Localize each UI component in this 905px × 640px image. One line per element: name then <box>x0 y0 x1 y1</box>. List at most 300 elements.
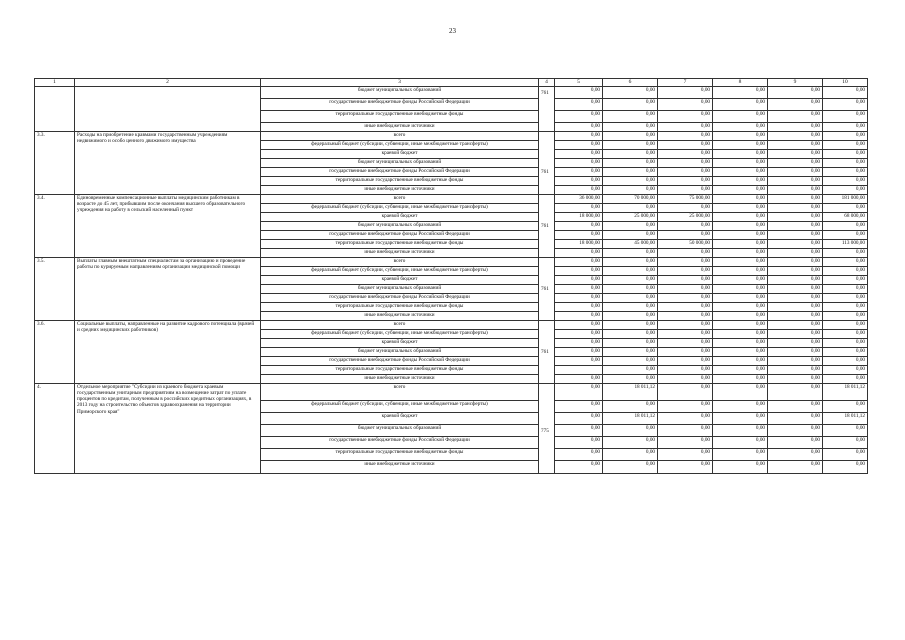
funding-source: территориальные государственные внебюджетные фонды <box>261 303 539 312</box>
amount-cell: 0,00 <box>658 320 713 329</box>
amount-cell: 0,00 <box>603 149 658 158</box>
funding-source: территориальные государственные внебюджетные фонды <box>261 111 539 123</box>
amount-cell: 0,00 <box>603 275 658 284</box>
activity-description: Выплаты главным внештатным специалистам за организацию и проведение работы по курируемым направлениям организации медицинской помощи <box>75 257 261 320</box>
amount-cell: 0,00 <box>658 168 713 177</box>
funding-source: государственные внебюджетные фонды Российской Федерации <box>261 294 539 303</box>
amount-cell: 0,00 <box>713 231 768 240</box>
activity-code: 3.3. <box>35 131 75 194</box>
amount-cell: 0,00 <box>603 425 658 437</box>
table-row <box>35 320 868 329</box>
amount-cell: 0,00 <box>658 294 713 303</box>
amount-cell: 0,00 <box>603 123 658 131</box>
amount-cell: 0,00 <box>713 168 768 177</box>
amount-cell: 0,00 <box>713 285 768 294</box>
funding-source: федеральный бюджет (субсидии, субвенции, иные межбюджетные трансферты) <box>261 266 539 275</box>
funding-source: краевой бюджет <box>261 338 539 347</box>
amount-cell: 0,00 <box>823 294 868 303</box>
amount-cell: 0,00 <box>768 140 823 149</box>
activity-description: Отдельное мероприятие "Субсидии из краевого бюджета краевым государственным унитарным предприятиям на возмещение затрат по уплате процентов по кредитам, полученным в российских кредитных организациях, в 2013 году на строительство объектов здравоохранения на территории Приморского края" <box>75 383 261 473</box>
amount-cell: 0,00 <box>823 449 868 461</box>
amount-cell: 0,00 <box>713 111 768 123</box>
amount-cell: 0,00 <box>713 86 768 98</box>
amount-cell: 0,00 <box>823 249 868 257</box>
amount-cell: 50 000,00 <box>658 240 713 249</box>
amount-cell: 0,00 <box>713 348 768 357</box>
amount-cell: 0,00 <box>555 86 603 98</box>
amount-cell: 0,00 <box>713 412 768 424</box>
activity-code <box>35 86 75 131</box>
amount-cell: 25 000,00 <box>603 212 658 221</box>
funding-source: федеральный бюджет (субсидии, субвенции, иные межбюджетные трансферты) <box>261 140 539 149</box>
amount-cell: 0,00 <box>555 159 603 168</box>
funding-source: территориальные государственные внебюджетные фонды <box>261 240 539 249</box>
amount-cell: 0,00 <box>713 240 768 249</box>
table-row <box>35 86 868 98</box>
amount-cell: 18 011,12 <box>823 383 868 400</box>
amount-cell: 0,00 <box>658 249 713 257</box>
funding-source: бюджет муниципальных образований <box>261 159 539 168</box>
budget-code: 761 <box>541 222 549 229</box>
amount-cell: 0,00 <box>823 425 868 437</box>
funding-source: краевой бюджет <box>261 412 539 424</box>
funding-source: всего <box>261 383 539 400</box>
amount-cell: 0,00 <box>658 177 713 186</box>
amount-cell: 68 000,00 <box>823 212 868 221</box>
amount-cell: 0,00 <box>713 212 768 221</box>
amount-cell: 0,00 <box>713 357 768 366</box>
amount-cell: 0,00 <box>713 294 768 303</box>
amount-cell: 0,00 <box>768 131 823 140</box>
amount-cell: 0,00 <box>713 266 768 275</box>
budget-code: 775 <box>541 427 549 434</box>
amount-cell: 0,00 <box>555 320 603 329</box>
amount-cell: 0,00 <box>603 159 658 168</box>
amount-cell: 36 000,00 <box>555 194 603 203</box>
amount-cell: 18 011,12 <box>603 412 658 424</box>
amount-cell: 0,00 <box>768 294 823 303</box>
amount-cell: 0,00 <box>823 285 868 294</box>
amount-cell: 18 011,12 <box>823 412 868 424</box>
amount-cell: 0,00 <box>603 357 658 366</box>
funding-source: территориальные государственные внебюджетные фонды <box>261 366 539 375</box>
amount-cell: 0,00 <box>658 357 713 366</box>
amount-cell: 0,00 <box>603 186 658 194</box>
amount-cell: 0,00 <box>823 159 868 168</box>
budget-code-cell <box>539 131 555 194</box>
amount-cell: 0,00 <box>555 400 603 412</box>
amount-cell: 0,00 <box>555 111 603 123</box>
funding-source: иные внебюджетные источники <box>261 461 539 473</box>
amount-cell: 0,00 <box>823 357 868 366</box>
amount-cell: 0,00 <box>658 140 713 149</box>
amount-cell: 0,00 <box>603 303 658 312</box>
amount-cell: 0,00 <box>658 275 713 284</box>
budget-code-cell <box>539 383 555 473</box>
amount-cell: 0,00 <box>555 231 603 240</box>
amount-cell: 0,00 <box>555 140 603 149</box>
amount-cell: 0,00 <box>823 222 868 231</box>
amount-cell: 70 000,00 <box>603 194 658 203</box>
amount-cell: 0,00 <box>658 222 713 231</box>
amount-cell: 0,00 <box>713 461 768 473</box>
amount-cell: 0,00 <box>658 86 713 98</box>
amount-cell: 0,00 <box>555 329 603 338</box>
amount-cell: 0,00 <box>555 449 603 461</box>
amount-cell: 0,00 <box>823 140 868 149</box>
amount-cell: 0,00 <box>768 111 823 123</box>
amount-cell: 0,00 <box>823 275 868 284</box>
amount-cell: 0,00 <box>823 203 868 212</box>
amount-cell: 0,00 <box>768 249 823 257</box>
amount-cell: 0,00 <box>823 186 868 194</box>
amount-cell: 0,00 <box>658 412 713 424</box>
budget-code: 761 <box>541 168 549 175</box>
amount-cell: 0,00 <box>658 186 713 194</box>
amount-cell: 0,00 <box>603 329 658 338</box>
amount-cell: 0,00 <box>768 159 823 168</box>
amount-cell: 0,00 <box>768 168 823 177</box>
funding-source: иные внебюджетные источники <box>261 186 539 194</box>
activity-description <box>75 86 261 131</box>
amount-cell: 0,00 <box>768 449 823 461</box>
amount-cell: 0,00 <box>603 449 658 461</box>
amount-cell: 0,00 <box>823 266 868 275</box>
funding-source: территориальные государственные внебюджетные фонды <box>261 449 539 461</box>
amount-cell: 0,00 <box>768 375 823 383</box>
amount-cell: 0,00 <box>658 149 713 158</box>
amount-cell: 0,00 <box>658 123 713 131</box>
table-row <box>35 131 868 140</box>
amount-cell: 0,00 <box>555 412 603 424</box>
funding-source: федеральный бюджет (субсидии, субвенции, иные межбюджетные трансферты) <box>261 203 539 212</box>
amount-cell: 0,00 <box>555 375 603 383</box>
amount-cell: 0,00 <box>713 98 768 110</box>
amount-cell: 0,00 <box>768 329 823 338</box>
amount-cell: 0,00 <box>768 348 823 357</box>
amount-cell: 0,00 <box>823 400 868 412</box>
amount-cell: 0,00 <box>823 177 868 186</box>
amount-cell: 0,00 <box>768 240 823 249</box>
amount-cell: 0,00 <box>555 266 603 275</box>
budget-code-cell <box>539 257 555 320</box>
amount-cell: 0,00 <box>768 123 823 131</box>
activity-code: 4. <box>35 383 75 473</box>
funding-source: территориальные государственные внебюджетные фонды <box>261 177 539 186</box>
amount-cell: 0,00 <box>555 123 603 131</box>
amount-cell: 0,00 <box>555 383 603 400</box>
amount-cell: 0,00 <box>768 98 823 110</box>
amount-cell: 0,00 <box>603 437 658 449</box>
amount-cell: 0,00 <box>555 303 603 312</box>
amount-cell: 0,00 <box>658 449 713 461</box>
amount-cell: 0,00 <box>658 159 713 168</box>
amount-cell: 0,00 <box>658 338 713 347</box>
amount-cell: 0,00 <box>658 303 713 312</box>
budget-code-cell <box>539 194 555 257</box>
amount-cell: 0,00 <box>713 159 768 168</box>
amount-cell: 0,00 <box>603 461 658 473</box>
amount-cell: 0,00 <box>713 131 768 140</box>
amount-cell: 0,00 <box>713 257 768 266</box>
amount-cell: 0,00 <box>603 257 658 266</box>
table-row <box>35 257 868 266</box>
budget-table <box>34 78 868 474</box>
activity-code: 3.6. <box>35 320 75 383</box>
column-header: 5 <box>555 79 603 87</box>
amount-cell: 0,00 <box>713 320 768 329</box>
funding-source: краевой бюджет <box>261 212 539 221</box>
activity-description: Социальные выплаты, направленные на развитие кадрового потенциала (врачей и средних медицинских работников) <box>75 320 261 383</box>
amount-cell: 0,00 <box>768 149 823 158</box>
amount-cell: 0,00 <box>713 400 768 412</box>
activity-code: 3.5. <box>35 257 75 320</box>
amount-cell: 0,00 <box>658 285 713 294</box>
amount-cell: 0,00 <box>555 98 603 110</box>
amount-cell: 0,00 <box>713 177 768 186</box>
amount-cell: 0,00 <box>603 285 658 294</box>
amount-cell: 0,00 <box>823 338 868 347</box>
amount-cell: 0,00 <box>713 425 768 437</box>
amount-cell: 0,00 <box>555 357 603 366</box>
amount-cell: 181 000,00 <box>823 194 868 203</box>
amount-cell: 0,00 <box>823 168 868 177</box>
amount-cell: 0,00 <box>768 366 823 375</box>
amount-cell: 0,00 <box>713 203 768 212</box>
amount-cell: 0,00 <box>823 375 868 383</box>
amount-cell: 0,00 <box>658 98 713 110</box>
amount-cell: 0,00 <box>555 149 603 158</box>
amount-cell: 0,00 <box>603 338 658 347</box>
amount-cell: 18 000,00 <box>555 212 603 221</box>
amount-cell: 0,00 <box>603 231 658 240</box>
amount-cell: 0,00 <box>823 329 868 338</box>
funding-source: иные внебюджетные источники <box>261 312 539 320</box>
amount-cell: 0,00 <box>658 329 713 338</box>
amount-cell: 0,00 <box>823 303 868 312</box>
budget-code-cell <box>539 86 555 131</box>
funding-source: бюджет муниципальных образований <box>261 425 539 437</box>
amount-cell: 0,00 <box>658 366 713 375</box>
budget-code: 761 <box>541 285 549 292</box>
amount-cell: 0,00 <box>823 348 868 357</box>
amount-cell: 0,00 <box>603 222 658 231</box>
budget-code: 761 <box>541 348 549 355</box>
amount-cell: 0,00 <box>768 285 823 294</box>
column-header: 3 <box>261 79 539 87</box>
amount-cell: 0,00 <box>768 231 823 240</box>
amount-cell: 0,00 <box>658 231 713 240</box>
amount-cell: 0,00 <box>555 186 603 194</box>
amount-cell: 0,00 <box>768 357 823 366</box>
column-header: 1 <box>35 79 75 87</box>
amount-cell: 0,00 <box>603 312 658 320</box>
amount-cell: 0,00 <box>603 249 658 257</box>
amount-cell: 0,00 <box>658 257 713 266</box>
amount-cell: 0,00 <box>603 400 658 412</box>
amount-cell: 0,00 <box>823 98 868 110</box>
funding-source: государственные внебюджетные фонды Российской Федерации <box>261 437 539 449</box>
column-header: 7 <box>658 79 713 87</box>
amount-cell: 0,00 <box>713 437 768 449</box>
amount-cell: 0,00 <box>768 412 823 424</box>
amount-cell: 0,00 <box>658 375 713 383</box>
amount-cell: 0,00 <box>713 366 768 375</box>
amount-cell: 0,00 <box>768 257 823 266</box>
amount-cell: 0,00 <box>768 400 823 412</box>
amount-cell: 75 000,00 <box>658 194 713 203</box>
column-number-row <box>35 79 868 87</box>
amount-cell: 0,00 <box>658 348 713 357</box>
amount-cell: 0,00 <box>768 383 823 400</box>
amount-cell: 0,00 <box>768 437 823 449</box>
amount-cell: 0,00 <box>823 111 868 123</box>
amount-cell: 0,00 <box>658 437 713 449</box>
amount-cell: 0,00 <box>603 111 658 123</box>
amount-cell: 0,00 <box>713 186 768 194</box>
amount-cell: 0,00 <box>768 338 823 347</box>
amount-cell: 0,00 <box>713 194 768 203</box>
amount-cell: 0,00 <box>823 257 868 266</box>
amount-cell: 0,00 <box>603 86 658 98</box>
amount-cell: 0,00 <box>658 425 713 437</box>
amount-cell: 0,00 <box>713 275 768 284</box>
funding-source: государственные внебюджетные фонды Российской Федерации <box>261 98 539 110</box>
amount-cell: 0,00 <box>555 294 603 303</box>
amount-cell: 0,00 <box>768 177 823 186</box>
amount-cell: 0,00 <box>823 437 868 449</box>
amount-cell: 0,00 <box>713 123 768 131</box>
funding-source: бюджет муниципальных образований <box>261 348 539 357</box>
amount-cell: 0,00 <box>555 338 603 347</box>
amount-cell: 0,00 <box>658 383 713 400</box>
funding-source: федеральный бюджет (субсидии, субвенции, иные межбюджетные трансферты) <box>261 329 539 338</box>
amount-cell: 0,00 <box>555 203 603 212</box>
amount-cell: 0,00 <box>658 203 713 212</box>
amount-cell: 0,00 <box>555 131 603 140</box>
column-header: 6 <box>603 79 658 87</box>
amount-cell: 45 000,00 <box>603 240 658 249</box>
amount-cell: 0,00 <box>555 249 603 257</box>
column-header: 10 <box>823 79 868 87</box>
funding-source: федеральный бюджет (субсидии, субвенции, иные межбюджетные трансферты) <box>261 400 539 412</box>
budget-code: 761 <box>541 89 549 96</box>
amount-cell: 0,00 <box>555 285 603 294</box>
funding-source: иные внебюджетные источники <box>261 375 539 383</box>
amount-cell: 0,00 <box>603 266 658 275</box>
table-row <box>35 383 868 400</box>
amount-cell: 0,00 <box>603 348 658 357</box>
amount-cell: 0,00 <box>658 400 713 412</box>
amount-cell: 0,00 <box>768 275 823 284</box>
funding-source: всего <box>261 320 539 329</box>
amount-cell: 0,00 <box>823 149 868 158</box>
page-number: 23 <box>449 27 456 35</box>
amount-cell: 0,00 <box>658 131 713 140</box>
amount-cell: 0,00 <box>768 425 823 437</box>
amount-cell: 0,00 <box>603 294 658 303</box>
amount-cell: 0,00 <box>768 86 823 98</box>
funding-source: краевой бюджет <box>261 149 539 158</box>
amount-cell: 0,00 <box>555 348 603 357</box>
funding-source: всего <box>261 131 539 140</box>
amount-cell: 0,00 <box>713 338 768 347</box>
funding-source: бюджет муниципальных образований <box>261 222 539 231</box>
funding-source: бюджет муниципальных образований <box>261 86 539 98</box>
column-header: 8 <box>713 79 768 87</box>
amount-cell: 0,00 <box>713 375 768 383</box>
amount-cell: 0,00 <box>555 257 603 266</box>
amount-cell: 0,00 <box>768 212 823 221</box>
column-header: 9 <box>768 79 823 87</box>
amount-cell: 0,00 <box>768 461 823 473</box>
amount-cell: 0,00 <box>603 320 658 329</box>
funding-source: краевой бюджет <box>261 275 539 284</box>
amount-cell: 0,00 <box>658 461 713 473</box>
amount-cell: 0,00 <box>555 461 603 473</box>
amount-cell: 0,00 <box>658 266 713 275</box>
budget-code-cell <box>539 320 555 383</box>
column-header: 4 <box>539 79 555 87</box>
amount-cell: 25 000,00 <box>658 212 713 221</box>
amount-cell: 0,00 <box>555 312 603 320</box>
amount-cell: 0,00 <box>713 149 768 158</box>
amount-cell: 0,00 <box>713 312 768 320</box>
amount-cell: 0,00 <box>555 222 603 231</box>
funding-source: иные внебюджетные источники <box>261 123 539 131</box>
amount-cell: 0,00 <box>603 168 658 177</box>
column-header: 2 <box>75 79 261 87</box>
amount-cell: 113 000,00 <box>823 240 868 249</box>
amount-cell: 0,00 <box>768 222 823 231</box>
amount-cell: 0,00 <box>555 177 603 186</box>
amount-cell: 0,00 <box>603 98 658 110</box>
amount-cell: 0,00 <box>768 203 823 212</box>
amount-cell <box>555 366 603 375</box>
amount-cell: 0,00 <box>658 111 713 123</box>
amount-cell: 0,00 <box>713 303 768 312</box>
amount-cell: 0,00 <box>555 425 603 437</box>
amount-cell: 0,00 <box>555 275 603 284</box>
table-row <box>35 194 868 203</box>
amount-cell: 0,00 <box>555 437 603 449</box>
amount-cell: 0,00 <box>713 329 768 338</box>
amount-cell: 0,00 <box>603 177 658 186</box>
amount-cell: 0,00 <box>768 186 823 194</box>
funding-source: государственные внебюджетные фонды Российской Федерации <box>261 231 539 240</box>
amount-cell: 0,00 <box>768 303 823 312</box>
table-body <box>35 79 868 474</box>
activity-code: 3.4. <box>35 194 75 257</box>
amount-cell: 0,00 <box>823 320 868 329</box>
activity-description: Единовременные компенсационные выплаты медицинским работникам в возрасте до 45 лет, прибывшим после окончания высшего образовательного учреждения на работу в сельский населенный пункт <box>75 194 261 257</box>
amount-cell: 0,00 <box>768 312 823 320</box>
funding-source: всего <box>261 194 539 203</box>
amount-cell: 0,00 <box>823 312 868 320</box>
amount-cell: 0,00 <box>768 194 823 203</box>
amount-cell: 0,00 <box>768 320 823 329</box>
amount-cell: 0,00 <box>768 266 823 275</box>
amount-cell: 0,00 <box>823 131 868 140</box>
amount-cell: 0,00 <box>713 140 768 149</box>
funding-source: государственные внебюджетные фонды Российской Федерации <box>261 168 539 177</box>
amount-cell: 0,00 <box>823 86 868 98</box>
amount-cell: 0,00 <box>658 312 713 320</box>
activity-description: Расходы на приобретение кравмами государственным учреждениям недвижимого и особо ценного движимого имущества <box>75 131 261 194</box>
amount-cell: 0,00 <box>603 203 658 212</box>
amount-cell: 0,00 <box>713 383 768 400</box>
funding-source: всего <box>261 257 539 266</box>
